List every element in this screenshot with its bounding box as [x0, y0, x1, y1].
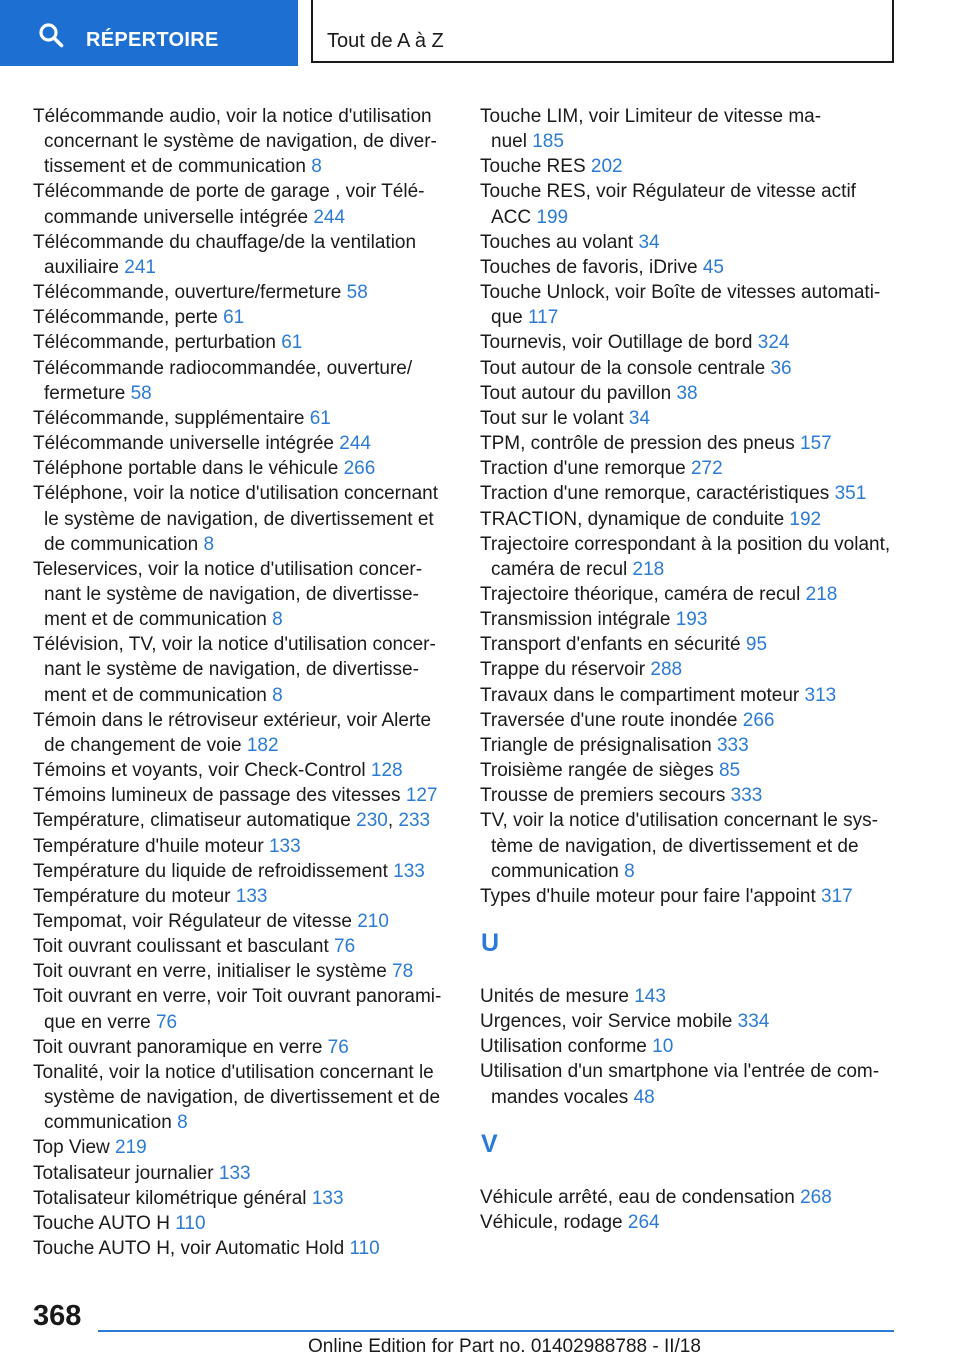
page-link[interactable]: 266: [742, 709, 775, 731]
entry-text: nant le système de navigation, de divertisse-: [44, 659, 419, 681]
entry-text: Témoins lumineux de passage des vitesses: [33, 785, 401, 807]
entry-text: que en verre: [44, 1011, 151, 1033]
index-entry: [33, 305, 453, 330]
index-entry: [480, 758, 940, 783]
index-entry: [480, 456, 940, 481]
page-link[interactable]: 143: [634, 986, 666, 1007]
entry-text: Touche RES, voir Régulateur de vitesse actif: [480, 181, 856, 203]
entry-text: Température, climatiseur automatique: [33, 810, 351, 832]
entry-text: Véhicule, rodage: [480, 1211, 623, 1233]
entry-text: Teleservices, voir la notice d'utilisation concer-: [33, 558, 423, 580]
index-entry: [33, 431, 453, 456]
entry-text: tissement et de communication: [44, 156, 306, 178]
page-link[interactable]: 85: [719, 760, 741, 782]
page-link[interactable]: 127: [405, 785, 438, 807]
entry-text: Triangle de présignalisation: [480, 734, 712, 756]
entry-text: Types d'huile moteur pour faire l'appoint: [480, 885, 816, 907]
page-link[interactable]: 317: [821, 885, 853, 907]
index-entry: [480, 1034, 940, 1059]
page-link[interactable]: 268: [800, 1186, 832, 1208]
index-entry: [480, 179, 940, 229]
index-entry: [480, 884, 940, 909]
page-link[interactable]: 218: [632, 558, 665, 580]
entry-text: Trajectoire théorique, caméra de recul: [480, 583, 801, 605]
page-link[interactable]: 133: [235, 885, 268, 907]
entry-text: Télécommande, ouverture/fermeture: [33, 282, 342, 304]
index-entry: [33, 1060, 453, 1135]
page-link[interactable]: 182: [246, 734, 279, 756]
entry-text: mandes vocales: [491, 1086, 629, 1108]
entry-text: Traction d'une remorque: [480, 458, 686, 480]
index-entry: [480, 1185, 940, 1210]
index-section-u: [480, 984, 940, 1110]
entry-text: Top View: [33, 1137, 110, 1159]
page-link[interactable]: 61: [281, 332, 303, 354]
index-entry: [33, 330, 453, 355]
page-link[interactable]: 8: [203, 533, 215, 555]
index-entry: [33, 909, 453, 934]
entry-text: Télécommande, perturbation: [33, 332, 276, 354]
index-entry: Température, climatiseur automatique 230, 233: [33, 810, 431, 832]
index-entry: [33, 859, 453, 884]
index-entry: [480, 255, 940, 280]
page-link[interactable]: 8: [177, 1112, 188, 1134]
entry-text: Tournevis, voir Outillage de bord: [480, 332, 753, 354]
entry-text: Troisième rangée de sièges: [480, 760, 714, 782]
entry-text: ment et de communication: [44, 684, 267, 706]
index-entry: [480, 532, 940, 582]
entry-text: Témoin dans le rétroviseur extérieur, voir Alerte: [33, 709, 432, 731]
page-link[interactable]: 133: [311, 1187, 344, 1209]
page-link[interactable]: 36: [770, 357, 792, 379]
page-link[interactable]: 58: [346, 282, 368, 304]
entry-text: caméra de recul: [491, 558, 628, 580]
index-entry: [33, 959, 453, 984]
index-entry: [33, 984, 453, 1034]
entry-text: système de navigation, de divertissement et de: [44, 1087, 441, 1109]
page-link[interactable]: 61: [223, 307, 245, 329]
index-entry: [33, 834, 453, 859]
page-link[interactable]: 34: [638, 231, 660, 253]
index-entry: [33, 481, 453, 556]
page-link[interactable]: 333: [730, 785, 763, 807]
page-link[interactable]: 133: [218, 1162, 251, 1184]
page-link[interactable]: 244: [313, 206, 346, 228]
index-column-right: [480, 104, 940, 1235]
entry-text: Urgences, voir Service mobile: [480, 1011, 733, 1033]
page-link[interactable]: 110: [175, 1212, 206, 1234]
index-entry: [33, 1236, 453, 1261]
entry-text: Trousse de premiers secours: [480, 785, 726, 807]
index-entry: [33, 557, 453, 632]
index-entry: [480, 356, 940, 381]
page-link[interactable]: 8: [272, 609, 283, 631]
repertoire-label: RÉPERTOIRE: [86, 29, 219, 51]
entry-text: de communication: [44, 533, 199, 555]
index-entry: [33, 1161, 453, 1186]
index-entry: [480, 708, 940, 733]
entry-text: ment et de communication: [44, 609, 267, 631]
entry-text: Téléphone, voir la notice d'utilisation concernant: [33, 483, 438, 505]
entry-text: Toit ouvrant en verre, voir Toit ouvrant panorami-: [33, 986, 442, 1008]
entry-text: Touche Unlock, voir Boîte de vitesses automati-: [480, 282, 881, 304]
index-entry: [33, 1211, 453, 1236]
page-link[interactable]: 61: [309, 407, 331, 429]
index-entry: [480, 607, 940, 632]
entry-text: Totalisateur kilométrique général: [33, 1187, 307, 1209]
page-link[interactable]: 193: [675, 609, 708, 631]
index-entry: [33, 406, 453, 431]
page-link[interactable]: 128: [370, 760, 403, 782]
page-header: [0, 0, 960, 66]
index-entry: [33, 280, 453, 305]
index-entry: [33, 758, 453, 783]
index-entry: [480, 381, 940, 406]
index-entry: [33, 783, 453, 808]
entry-text: ACC: [491, 206, 532, 228]
page-link[interactable]: 230: [356, 810, 388, 832]
entry-text: Transport d'enfants en sécurité: [480, 634, 741, 656]
index-entry: [480, 984, 940, 1009]
index-entry: [33, 1035, 453, 1060]
entry-text: Véhicule arrêté, eau de condensation: [480, 1186, 795, 1208]
entry-text: Tonalité, voir la notice d'utilisation concernant le: [33, 1061, 434, 1083]
page-link[interactable]: 157: [800, 433, 832, 455]
entry-text: Unités de mesure: [480, 986, 629, 1007]
index-entry: [480, 808, 940, 883]
entry-text: tème de navigation, de divertissement et de: [491, 835, 859, 857]
footer-divider: [98, 1330, 894, 1332]
page-link[interactable]: 351: [834, 483, 867, 505]
index-section-v: [480, 1185, 940, 1235]
section-letter-v: V: [481, 1129, 498, 1158]
entry-text: Touche LIM, voir Limiteur de vitesse ma-: [480, 106, 822, 127]
page-link[interactable]: 58: [130, 382, 152, 404]
page-link[interactable]: 334: [737, 1011, 770, 1033]
page-link[interactable]: 48: [633, 1086, 655, 1108]
entry-text: fermeture: [44, 382, 126, 404]
entry-text: Toit ouvrant en verre, initialiser le système: [33, 961, 387, 983]
entry-text: Touche AUTO H: [33, 1212, 170, 1234]
entry-text: Télécommande radiocommandée, ouverture/: [33, 357, 413, 379]
entry-text: communication: [44, 1112, 172, 1134]
entry-text: Utilisation conforme: [480, 1036, 647, 1058]
entry-text: Température du moteur: [33, 885, 231, 907]
index-entry: [33, 934, 453, 959]
page-link[interactable]: 272: [690, 458, 723, 480]
page-link[interactable]: 192: [789, 508, 822, 530]
page-link[interactable]: 241: [124, 256, 156, 278]
entry-text: Touche AUTO H, voir Automatic Hold: [33, 1238, 345, 1260]
entry-text: Température d'huile moteur: [33, 835, 264, 857]
entry-text: Touche RES: [480, 156, 586, 178]
repertoire-tab[interactable]: [0, 0, 298, 66]
index-entry: [480, 104, 940, 154]
entry-text: commande universelle intégrée: [44, 206, 309, 228]
az-title-box: [311, 0, 894, 63]
index-section-t: [480, 104, 940, 909]
page-link[interactable]: 8: [311, 156, 322, 178]
index-entry: [33, 632, 453, 707]
entry-text: Totalisateur journalier: [33, 1162, 214, 1184]
index-entry: [480, 406, 940, 431]
index-entry: [480, 507, 940, 532]
entry-text: Toit ouvrant panoramique en verre: [33, 1036, 323, 1058]
page-link[interactable]: 333: [716, 734, 749, 756]
entry-text: Tout autour de la console centrale: [480, 357, 766, 379]
entry-text: Transmission intégrale: [480, 609, 671, 631]
index-entry: [480, 280, 940, 330]
index-entry: [480, 431, 940, 456]
entry-text: Utilisation d'un smartphone via l'entrée de com-: [480, 1061, 880, 1083]
page-link[interactable]: 202: [590, 156, 623, 178]
index-entry: [33, 884, 453, 909]
index-entry: [33, 1135, 453, 1160]
page-link[interactable]: 110: [349, 1238, 380, 1260]
entry-text: Tout sur le volant: [480, 407, 624, 429]
entry-text: communication: [491, 860, 619, 882]
entry-text: Téléphone portable dans le véhicule: [33, 458, 339, 480]
index-entry: [480, 1009, 940, 1034]
entry-text: auxiliaire: [44, 256, 119, 278]
entry-text: Trappe du réservoir: [480, 659, 646, 681]
page-link[interactable]: 313: [804, 684, 837, 706]
index-entry: [480, 632, 940, 657]
entry-text: Trajectoire correspondant à la position du volant,: [480, 533, 891, 555]
page-link[interactable]: 266: [343, 458, 376, 480]
index-entry: [33, 104, 453, 179]
page-number: 368: [33, 1300, 82, 1332]
entry-text: Température du liquide de refroidissement: [33, 860, 388, 882]
section-letter-u: U: [481, 929, 500, 957]
page-link[interactable]: 117: [527, 307, 559, 329]
index-entry: [33, 456, 453, 481]
page-link[interactable]: 76: [334, 936, 356, 958]
index-entry: [33, 230, 453, 280]
index-entry: [480, 783, 940, 808]
index-entry: [33, 356, 453, 406]
index-entry: [480, 1059, 940, 1109]
page-link[interactable]: 76: [327, 1036, 349, 1058]
entry-text: TV, voir la notice d'utilisation concernant le sys-: [480, 810, 878, 832]
entry-text: Traversée d'une route inondée: [480, 709, 738, 731]
page-link[interactable]: 288: [650, 659, 683, 681]
page-link[interactable]: 219: [115, 1137, 147, 1159]
entry-text: Télécommande universelle intégrée: [33, 433, 334, 455]
page-link[interactable]: 95: [745, 634, 768, 656]
entry-text: Télécommande, perte: [33, 307, 218, 329]
search-icon: [38, 22, 64, 48]
entry-text: Télécommande de porte de garage , voir Télé-: [33, 181, 425, 203]
entry-text: nuel: [491, 131, 527, 153]
page-link[interactable]: 185: [532, 131, 564, 153]
entry-text: Touches au volant: [480, 231, 634, 253]
entry-text: le système de navigation, de divertissement et: [44, 508, 434, 530]
page-link[interactable]: 10: [652, 1036, 674, 1058]
entry-text: Travaux dans le compartiment moteur: [480, 684, 800, 706]
page-link[interactable]: 233: [398, 810, 431, 832]
index-column-left: [33, 104, 453, 1261]
entry-text: Touches de favoris, iDrive: [480, 256, 698, 278]
index-entry: [480, 733, 940, 758]
index-entry: [480, 683, 940, 708]
page-link[interactable]: 244: [339, 433, 371, 455]
page-link[interactable]: 133: [393, 860, 425, 882]
entry-text: TPM, contrôle de pression des pneus: [480, 433, 795, 455]
entry-text: que: [491, 307, 523, 329]
page-link[interactable]: 8: [272, 684, 283, 706]
page-link[interactable]: 210: [357, 911, 389, 932]
entry-text: Toit ouvrant coulissant et basculant: [33, 936, 329, 958]
index-entry: [480, 230, 940, 255]
entry-text: Témoins et voyants, voir Check-Control: [33, 760, 366, 782]
index-entry: [480, 330, 940, 355]
footer-edition: Online Edition for Part no. 01402988788 - II/18: [308, 1336, 701, 1357]
page-link[interactable]: 8: [624, 860, 635, 882]
index-entry: [480, 1210, 940, 1235]
index-entry: [480, 154, 940, 179]
entry-text: Télécommande, supplémentaire: [33, 407, 305, 429]
entry-text: Tempomat, voir Régulateur de vitesse: [33, 911, 352, 932]
page-link[interactable]: 78: [392, 961, 414, 983]
page-link[interactable]: 324: [757, 332, 790, 354]
entry-text: de changement de voie: [44, 734, 242, 756]
index-entry: [33, 708, 453, 758]
entry-text: nant le système de navigation, de divertisse-: [44, 583, 419, 605]
page-link[interactable]: 45: [702, 256, 724, 278]
entry-text: Tout autour du pavillon: [480, 382, 672, 404]
page-link[interactable]: 264: [627, 1211, 660, 1233]
page-link[interactable]: 133: [268, 835, 301, 857]
index-entry: [33, 179, 453, 229]
index-entry: [480, 582, 940, 607]
entry-text: Télécommande du chauffage/de la ventilation: [33, 231, 417, 253]
page-link[interactable]: 34: [628, 407, 651, 429]
page-link[interactable]: 38: [676, 382, 698, 404]
page-link[interactable]: 199: [536, 206, 569, 228]
entry-text: Traction d'une remorque, caractéristiques: [480, 483, 830, 505]
az-title: Tout de A à Z: [327, 30, 444, 52]
entry-text: Télévision, TV, voir la notice d'utilisation concer-: [33, 634, 436, 656]
index-entry: [480, 481, 940, 506]
page-link[interactable]: 218: [805, 583, 838, 605]
index-entry: [33, 1186, 453, 1211]
entry-text: TRACTION, dynamique de conduite: [480, 508, 785, 530]
index-entry: [480, 657, 940, 682]
entry-text: concernant le système de navigation, de diver-: [44, 131, 437, 153]
entry-text: Télécommande audio, voir la notice d'utilisation: [33, 106, 432, 127]
page-link[interactable]: 76: [155, 1011, 178, 1033]
